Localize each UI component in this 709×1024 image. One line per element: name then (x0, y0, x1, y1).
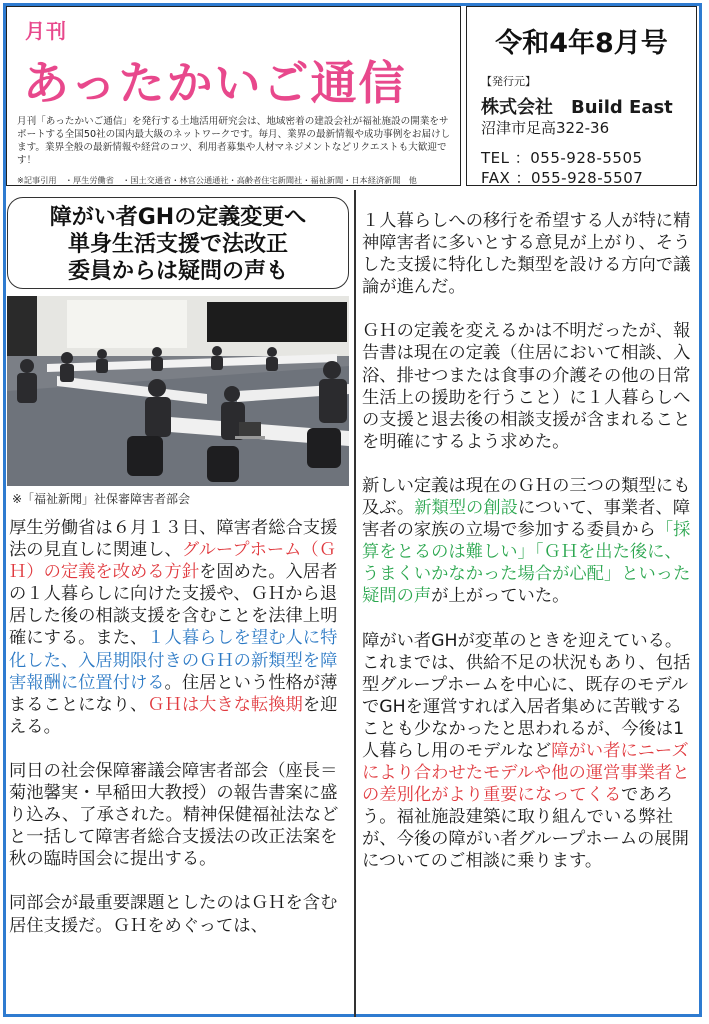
right-paragraph-2: ＧＨの定義を変えるかは不明だったが、報告書は現在の定義（住居において相談、入浴、排せつまたは食事の介護その他の日常生活上の援助を行うこと）に１人暮らしへの支援と退去後の相談支援が含まれることを明確にするよう求めた。 (362, 321, 691, 452)
right-paragraph-3 (362, 475, 698, 608)
left-paragraph-2: 同日の社会保障審議会障害者部会（座長＝菊池馨実・早稲田大教授）の報告書案に盛り込み、了承された。精神保健福祉法などと一括して障害者総合支援法の改正法案を秋の臨時国会に提出する。 (9, 760, 339, 870)
issue-date: 令和4年8月号 (495, 28, 668, 59)
meeting-photo (7, 296, 349, 486)
highlight-green: 「採算をとるのは難しい」「ＧＨを出た後に、うまくいかなかった場合が心配」といった疑問の声 (362, 520, 691, 607)
text-run: 厚生労働省は６月１３日、障害者総合支援法の見直しに関連し、 (9, 518, 338, 561)
text-run: 。住居という性格が薄まることになり、 (9, 672, 338, 715)
headline-line-2: 単身生活支援で法改正 (67, 232, 288, 257)
article-right-column (362, 210, 698, 895)
masthead-sources: ※記事引用 ・厚生労働省 ・国土交通省・林官公通通社・高齢者住宅新聞社・福祉新聞・日本経済新聞 他 (17, 175, 417, 185)
publisher-label: 【発行元】 (481, 75, 536, 88)
publisher-fax: FAX ：055-928-5507 (481, 169, 644, 187)
text-run: 新しい定義は現在のＧＨの三つの類型にも及ぶ。 (362, 475, 691, 519)
right-paragraph-1: １人暮らしへの移行を希望する人が特に精神障害者に多いとする意見が上がり、そうした支援に特化した類型を設ける方向で議論が進んだ。 (362, 211, 691, 298)
text-run: を固めた。入居者の１人暮らしに向けた支援や、ＧＨから退居した後の相談支援を含むことを法律上明確にする。また、 (9, 562, 338, 649)
column-divider (354, 190, 356, 1017)
text-run: について、事業者、障害者の家族の立場で参加する委員から (362, 498, 691, 541)
highlight-blue: １人暮らしを望む人に特化した、入居期限付きのＧＨの新類型を障害報酬に位置付ける (9, 628, 338, 693)
headline-line-3: 委員からは疑問の声も (67, 259, 288, 284)
article-headline (7, 197, 349, 289)
masthead (6, 6, 461, 186)
publisher-box (466, 6, 697, 186)
left-paragraph-1 (9, 517, 345, 738)
text-run: であろう。福祉施設建築に取り組んでいる弊社が、今後の障がい者グループホームの展開についてのご相談に乗ります。 (362, 785, 689, 872)
photo-caption: ※「福祉新聞」社保審障害者部会 (12, 492, 191, 506)
highlight-green: 新類型の創設 (414, 498, 518, 519)
highlight-red: ＧＨは大きな転換期 (147, 694, 303, 715)
masthead-monthly-label: 月刊 (25, 19, 67, 43)
highlight-red: グループホーム（ＧＨ）の定義を改める方針 (9, 540, 336, 583)
text-run: 障がい者GHが変革のときを迎えている。これまでは、供給不足の状況もあり、包括型グループホームを中心に、既存のモデルでGHを運営すれば入居者集めに苦戦することも少なかったと思われるが、今後は1人暮らし用のモデルなど (362, 630, 691, 761)
publisher-company: 株式会社 Build East (481, 97, 673, 118)
headline-line-1: 障がい者GHの定義変更へ (49, 205, 307, 230)
highlight-red: 障がい者にニーズにより合わせたモデルや他の運営事業者との差別化がより重要になってくる (362, 740, 690, 806)
article-left-column (9, 517, 345, 959)
text-run: を迎える。 (9, 694, 338, 737)
masthead-title: あったかいご通信 (23, 56, 407, 110)
publisher-address: 沼津市足高322-36 (481, 119, 610, 137)
masthead-description: 月刊「あったかいご通信」を発行する土地活用研究会は、地域密着の建設会社が福祉施設の開業をサポートする全国50社の国内最大級のネットワークです。毎月、業界の最新情報や成功事例をお届けします。業界全般の最新情報や経営のコツ、利用者募集や人材マネジメントなどリクエストも大歓迎です！ (17, 116, 451, 166)
publisher-tel: TEL ：055-928-5505 (481, 149, 643, 167)
right-paragraph-4 (362, 630, 698, 873)
left-paragraph-3: 同部会が最重要課題としたのはＧＨを含む居住支援だ。ＧＨをめぐっては、 (9, 893, 338, 936)
text-run: が上がっていた。 (431, 586, 570, 607)
